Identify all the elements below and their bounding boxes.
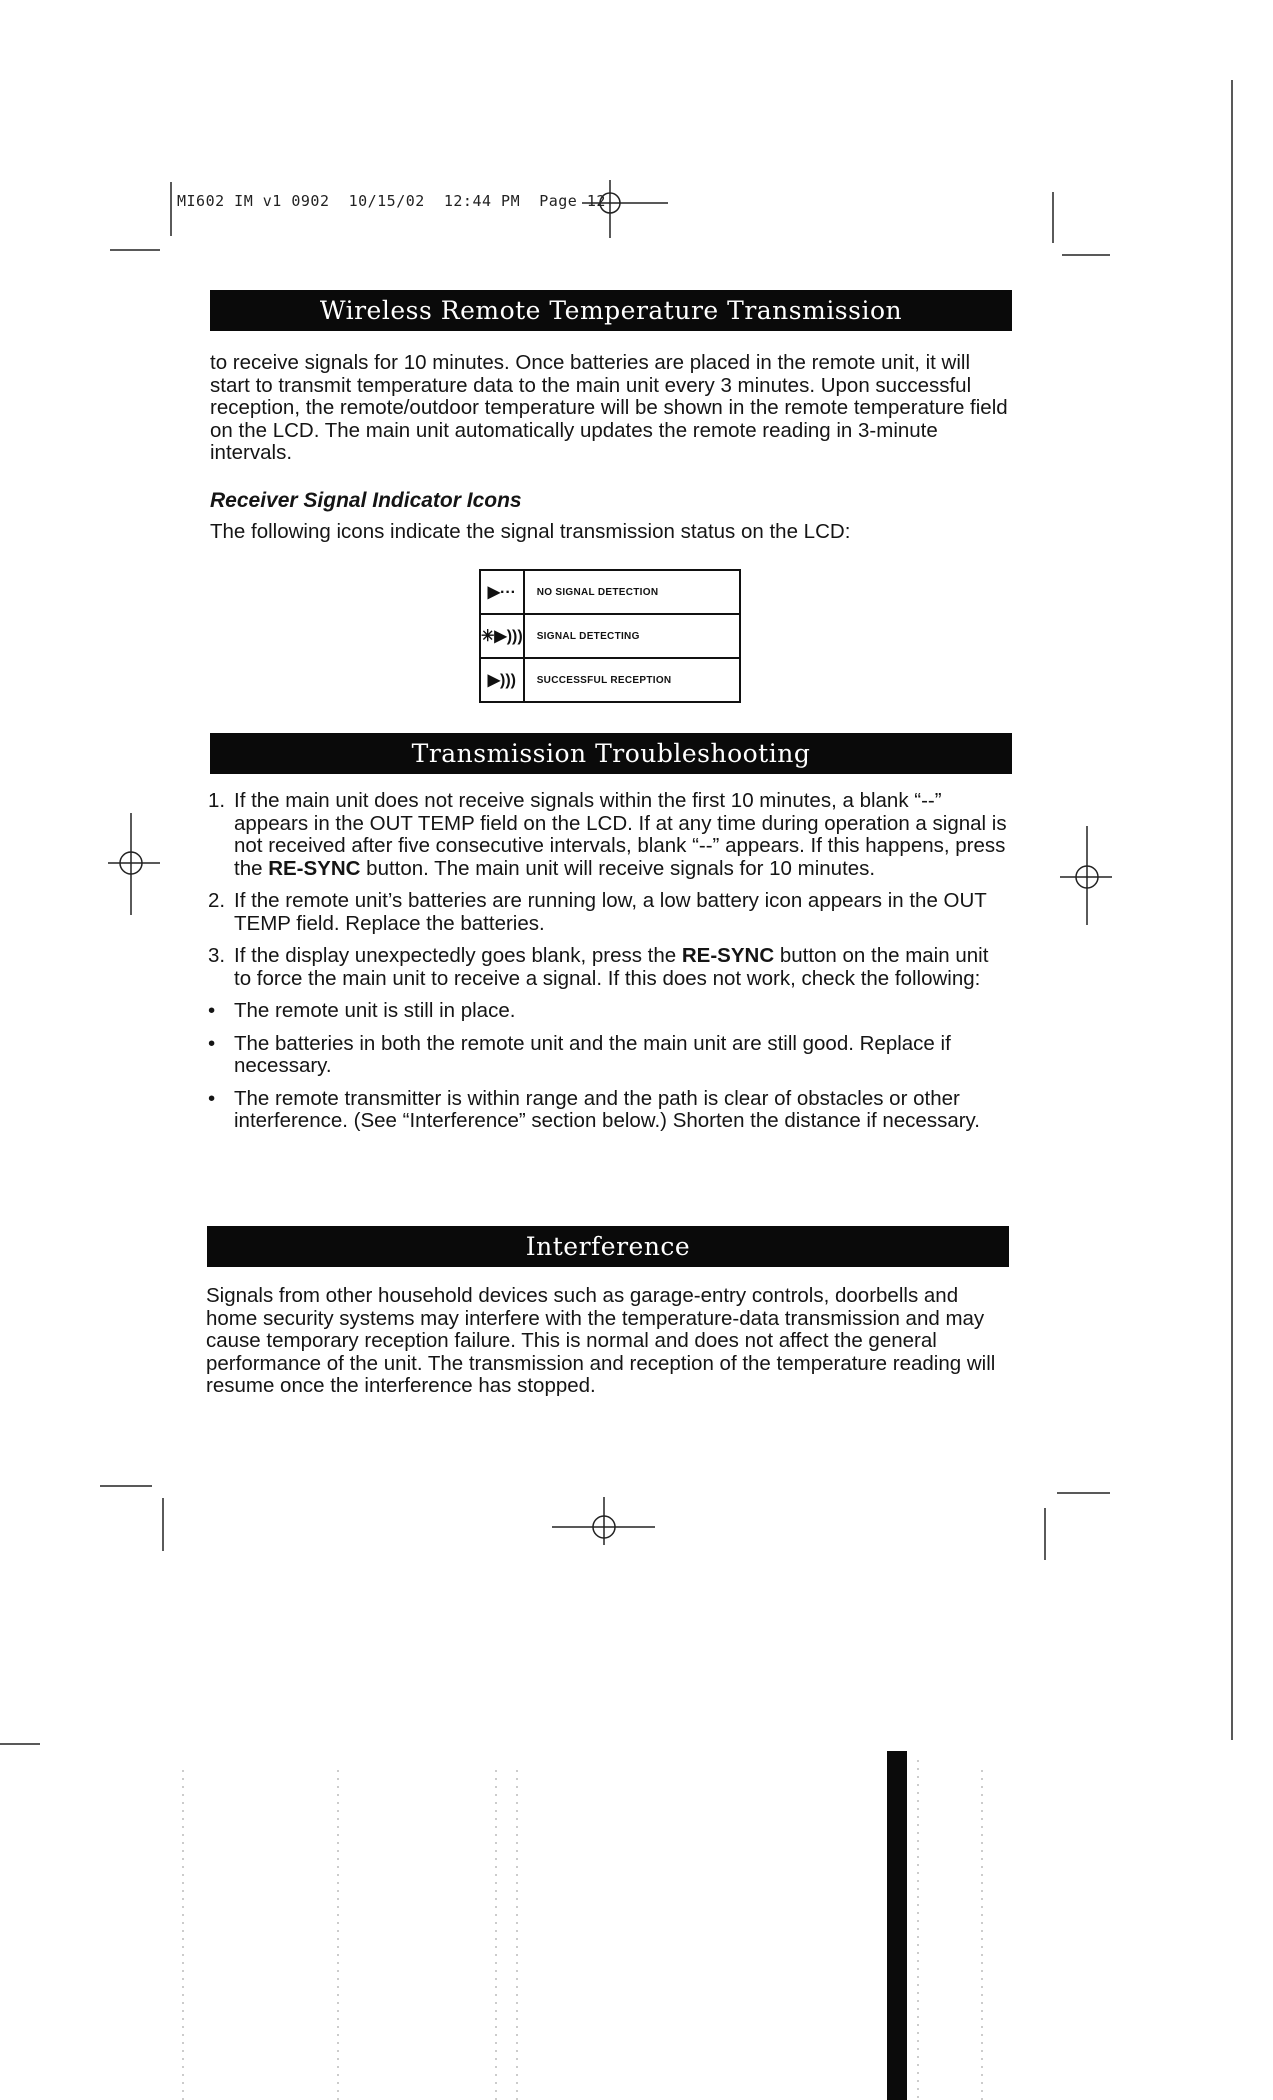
bullet-icon: • <box>208 1031 216 1055</box>
step-number: 1. <box>208 789 226 812</box>
step-text: button. The main unit will receive signals for 10 minutes. <box>360 856 876 880</box>
interference-paragraph: Signals from other household devices such as garage-entry controls, doorbells and home security systems may interfere with the temperature-data transmission and may cause temporary reception failure. This is normal and does not affect the general performance of the unit. The transmission and reception of the temperature reading will resume once the interference has stopped. <box>206 1284 996 1397</box>
icon-label: SIGNAL DETECTING <box>524 614 740 658</box>
section-header-wireless: Wireless Remote Temperature Transmission <box>210 290 1012 331</box>
no-signal-icon: ▶··· <box>480 570 524 614</box>
table-row <box>480 570 740 614</box>
slug-time: 12:44 PM <box>443 192 521 210</box>
resync-term: RE-SYNC <box>268 856 361 880</box>
section-header-troubleshooting: Transmission Troubleshooting <box>210 733 1012 774</box>
bullet-text: The remote unit is still in place. <box>234 999 516 1022</box>
icon-label: NO SIGNAL DETECTION <box>524 570 740 614</box>
section1-paragraph: to receive signals for 10 minutes. Once batteries are placed in the remote unit, it will start to transmit temperature data to the main unit every 3 minutes. Upon successful reception, the remote/outdoor temperature will be shown in the remote temperature field on the LCD. The main unit automatically updates the remote reading in 3-minute intervals. <box>210 351 1008 464</box>
bullet-text: The remote transmitter is within range and the path is clear of obstacles or other interference. (See “Interference” section below.) Shorten the distance if necessary. <box>234 1086 980 1132</box>
slug-code: MI602 IM v1 0902 <box>177 192 330 210</box>
list-item <box>210 790 1010 880</box>
troubleshooting-list <box>210 790 1010 1143</box>
step-text: If the remote unit’s batteries are running low, a low battery icon appears in the OUT TEMP field. Replace the batteries. <box>234 889 987 935</box>
successful-reception-icon: ▶))) <box>480 658 524 702</box>
bullet-text: The batteries in both the remote unit and the main unit are still good. Replace if necessary. <box>234 1031 951 1077</box>
step-text: If the main unit does not receive signals within the first 10 minutes, a blank “--” appears in the OUT TEMP field on the LCD. If at any time during operation a signal is not received after five consecutive intervals, blank “--” appears. If this happens, press the <box>234 789 1007 880</box>
slug-date: 10/15/02 <box>348 192 425 210</box>
list-item <box>210 1033 1010 1078</box>
table-row <box>480 614 740 658</box>
signal-detecting-icon: ✳▶))) <box>480 614 524 658</box>
list-item <box>210 1088 1010 1133</box>
signal-icons-intro: The following icons indicate the signal transmission status on the LCD: <box>210 520 851 543</box>
icon-label: SUCCESSFUL RECEPTION <box>524 658 740 702</box>
subheading-signal-icons: Receiver Signal Indicator Icons <box>210 489 522 512</box>
list-item <box>210 890 1010 935</box>
step-text: If the display unexpectedly goes blank, press the <box>234 944 682 967</box>
bullet-icon: • <box>208 999 216 1022</box>
signal-icon-table <box>479 569 741 703</box>
table-row <box>480 658 740 702</box>
step-number: 2. <box>208 889 226 912</box>
slug-page: Page 12 <box>539 192 606 210</box>
resync-term: RE-SYNC <box>681 944 775 967</box>
step-text: button on the main unit to force the main unit to receive a signal. If this does not work, check the following: <box>234 944 989 990</box>
step-number: 3. <box>208 944 226 967</box>
list-item <box>210 1000 1010 1023</box>
section-header-interference: Interference <box>207 1226 1009 1267</box>
list-item <box>210 945 1010 990</box>
bullet-icon: • <box>208 1086 216 1110</box>
